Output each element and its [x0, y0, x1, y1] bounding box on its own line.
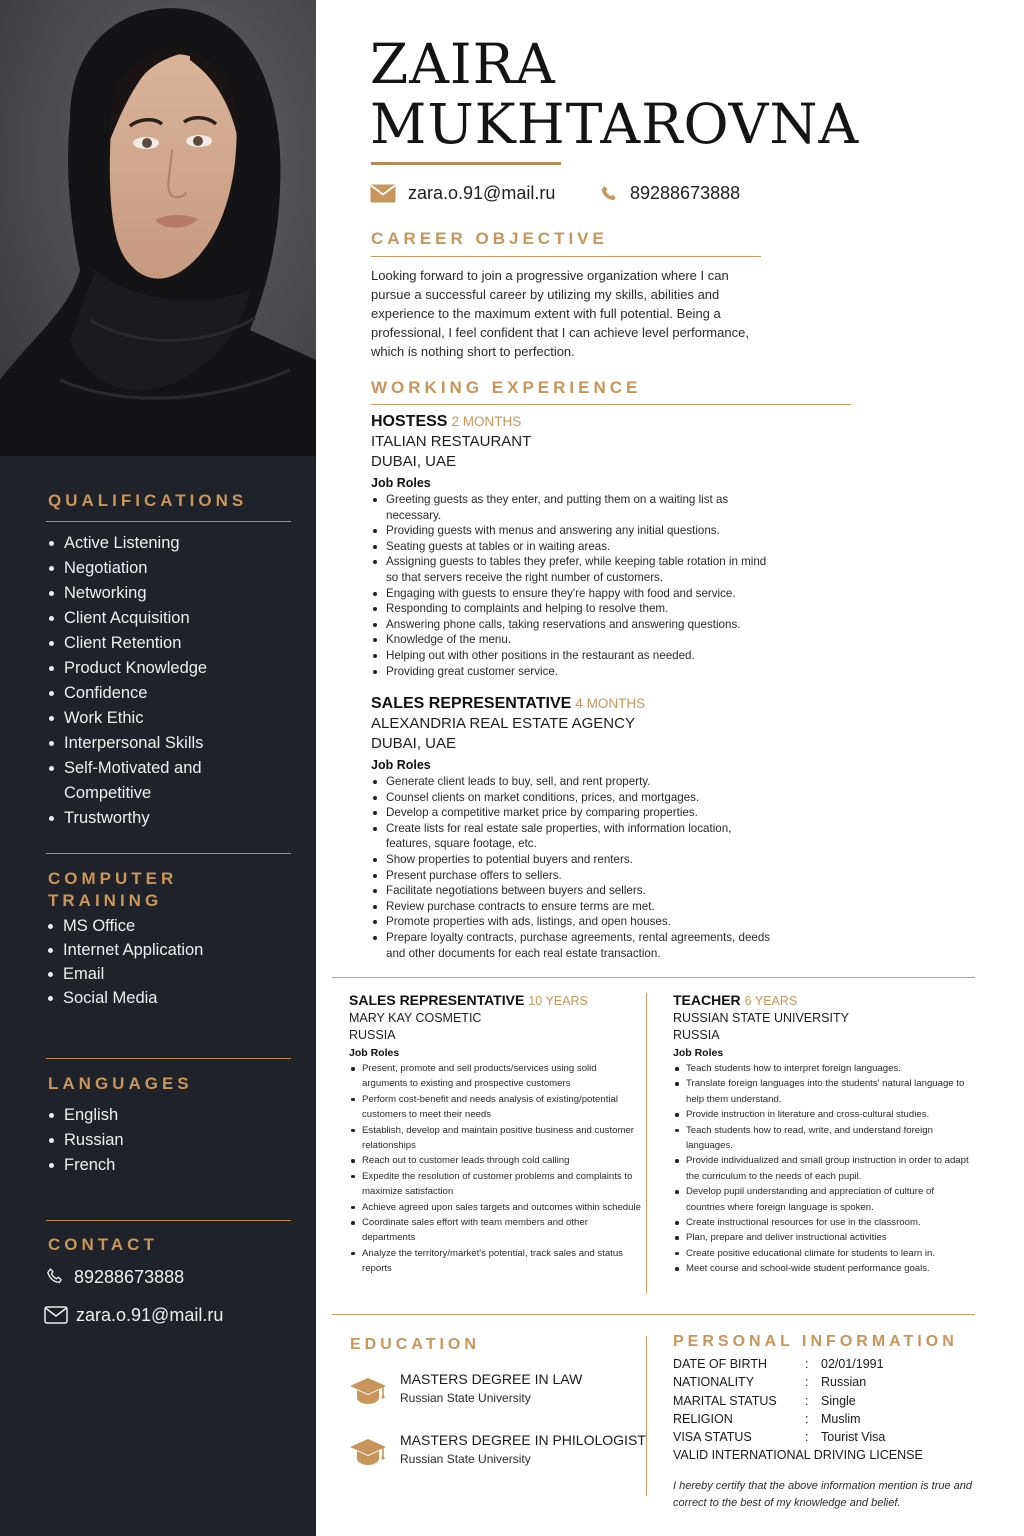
- job-location: DUBAI, UAE: [371, 453, 457, 470]
- list-item: Answering phone calls, taking reservations and answering questions.: [371, 617, 771, 633]
- working-experience-heading: WORKING EXPERIENCE: [371, 378, 642, 397]
- list-item: Prepare loyalty contracts, purchase agreements, rental agreements, deeds and other documents for each real estate transaction.: [371, 930, 771, 961]
- phone-icon: [44, 1266, 66, 1288]
- list-item: Create positive educational climate for students to learn in.: [673, 1246, 973, 1261]
- list-item: Generate client leads to buy, sell, and rent property.: [371, 774, 771, 790]
- info-separator: :: [805, 1430, 809, 1445]
- education-heading: EDUCATION: [350, 1336, 480, 1353]
- experience-divider: [332, 977, 975, 978]
- list-item: Review purchase contracts to ensure terms are met.: [371, 899, 771, 915]
- name-underline: [371, 162, 561, 165]
- section-divider-bottom: [332, 1314, 975, 1315]
- job-location: DUBAI, UAE: [371, 735, 457, 752]
- list-item: Analyze the territory/market's potential, track sales and status reports: [349, 1246, 641, 1277]
- list-item: Seating guests at tables or in waiting areas.: [371, 539, 771, 555]
- languages-divider-top: [46, 1058, 291, 1059]
- driving-license: VALID INTERNATIONAL DRIVING LICENSE: [673, 1448, 923, 1463]
- list-item: Assigning guests to tables they prefer, while keeping table rotation in mind so that servers receive the right number of customers.: [371, 554, 771, 585]
- job-title: SALES REPRESENTATIVE: [371, 695, 572, 712]
- list-item: Trustworthy: [48, 806, 292, 831]
- list-item: Perform cost-benefit and needs analysis of existing/potential customers to meet their needs: [349, 1092, 641, 1123]
- list-item: Product Knowledge: [48, 656, 292, 681]
- list-item: Internet Application: [47, 938, 292, 962]
- job-title-row: [349, 991, 641, 1010]
- job-company: ALEXANDRIA REAL ESTATE AGENCY: [371, 715, 635, 732]
- phone-icon: [600, 184, 618, 204]
- computer-training-heading-line1: COMPUTER: [48, 869, 178, 888]
- list-item: Counsel clients on market conditions, prices, and mortgages.: [371, 790, 771, 806]
- table-row: [673, 1410, 923, 1428]
- education-item-philologist: [348, 1431, 646, 1469]
- list-item: Responding to complaints and helping to resolve them.: [371, 601, 771, 617]
- header-email-text: zara.o.91@mail.ru: [408, 183, 556, 203]
- list-item: Networking: [48, 581, 292, 606]
- list-item: Facilitate negotiations between buyers and sellers.: [371, 883, 771, 899]
- qualifications-list: [48, 531, 292, 831]
- envelope-icon: [44, 1304, 68, 1326]
- list-item: Develop a competitive market price by comparing properties.: [371, 805, 771, 821]
- personal-information-heading: PERSONAL INFORMATION: [673, 1333, 958, 1350]
- last-name: MUKHTAROVNA: [370, 92, 860, 156]
- sidebar: [0, 0, 316, 1536]
- info-separator: :: [805, 1393, 809, 1408]
- info-separator: :: [805, 1357, 809, 1371]
- list-item: Greeting guests as they enter, and putting them on a waiting list as necessary.: [371, 492, 771, 523]
- list-item: Show properties to potential buyers and renters.: [371, 852, 771, 868]
- list-item: Negotiation: [48, 556, 292, 581]
- list-item: Providing guests with menus and answering any initial questions.: [371, 523, 771, 539]
- list-item: Client Acquisition: [48, 606, 292, 631]
- job-title-row: [371, 412, 771, 432]
- info-separator: :: [805, 1411, 809, 1426]
- list-item: Providing great customer service.: [371, 664, 771, 680]
- profile-photo: [0, 0, 316, 456]
- qualifications-heading: QUALIFICATIONS: [48, 491, 248, 510]
- first-name: ZAIRA: [370, 32, 556, 96]
- list-item: Plan, prepare and deliver instructional activities: [673, 1230, 973, 1245]
- table-row: [673, 1392, 923, 1410]
- list-item: Translate foreign languages into the students' natural language to help them understand.: [673, 1076, 973, 1107]
- job-company: MARY KAY COSMETIC: [349, 1011, 482, 1025]
- list-item: Provide instruction in literature and cross-cultural studies.: [673, 1107, 973, 1122]
- working-experience-divider: [371, 404, 851, 405]
- list-item: Teach students how to read, write, and understand foreign languages.: [673, 1123, 973, 1154]
- table-row: [673, 1355, 923, 1373]
- education-item-law: [348, 1370, 582, 1408]
- list-item: Create instructional resources for use in the classroom.: [673, 1215, 973, 1230]
- job-hostess: [371, 412, 771, 679]
- table-row: [673, 1373, 923, 1391]
- list-item: English: [48, 1103, 292, 1128]
- list-item: Confidence: [48, 681, 292, 706]
- education-text: [400, 1370, 582, 1407]
- info-value: 02/01/1991: [821, 1357, 884, 1371]
- list-item: Self-Motivated and Competitive: [48, 756, 218, 806]
- graduation-cap-icon: [348, 1435, 388, 1469]
- list-item: Social Media: [47, 986, 292, 1010]
- languages-heading: LANGUAGES: [48, 1074, 193, 1093]
- info-value: Russian: [821, 1375, 867, 1390]
- list-item: French: [48, 1153, 292, 1178]
- job-company: ITALIAN RESTAURANT: [371, 433, 532, 450]
- job-duration: 4 MONTHS: [575, 696, 646, 711]
- list-item: Present purchase offers to sellers.: [371, 868, 771, 884]
- list-item: Establish, develop and maintain positive business and customer relationships: [349, 1123, 641, 1154]
- career-objective-text: Looking forward to join a progressive organization where I can pursue a successful career by utilizing my skills, abilities and experience to the maximum extent with full potential. Being a professional, I feel confident that I can achieve level performance, which is nothing short to perfection.: [371, 268, 749, 359]
- qualifications-section: [48, 490, 292, 512]
- job-roles-label: Job Roles: [673, 1047, 724, 1059]
- job-sales-real-estate: [371, 694, 771, 961]
- list-item: Email: [47, 962, 292, 986]
- job-roles-list: [349, 1061, 641, 1277]
- job-duration: 10 YEARS: [528, 994, 588, 1008]
- computer-training-heading-line2: TRAINING: [48, 891, 163, 910]
- header-email[interactable]: [370, 183, 555, 204]
- graduation-cap-icon: [348, 1374, 388, 1408]
- job-duration: 2 MONTHS: [451, 414, 522, 429]
- list-item: Create lists for real estate sale properties, with information location, features, square footage, etc.: [371, 821, 771, 852]
- computer-training-list: [47, 914, 292, 1010]
- list-item: Interpersonal Skills: [48, 731, 292, 756]
- info-value: Tourist Visa: [821, 1430, 886, 1445]
- contact-phone[interactable]: [44, 1266, 184, 1288]
- list-item: Engaging with guests to ensure they're happy with food and service.: [371, 586, 771, 602]
- job-roles-label: Job Roles: [371, 476, 431, 490]
- list-item: MS Office: [47, 914, 292, 938]
- list-item: Present, promote and sell products/services using solid arguments to existing and prospective customers: [349, 1061, 641, 1092]
- list-item: Knowledge of the menu.: [371, 632, 771, 648]
- list-item: Reach out to customer leads through cold calling: [349, 1153, 641, 1168]
- list-item: Active Listening: [48, 531, 292, 556]
- header-phone-text: 89288673888: [630, 183, 741, 203]
- contact-phone-text: 89288673888: [74, 1266, 185, 1287]
- envelope-icon: [370, 184, 396, 203]
- contact-email[interactable]: [44, 1304, 223, 1326]
- job-sales-mary-kay: [349, 991, 641, 1277]
- list-item: Achieve agreed upon sales targets and outcomes within schedule: [349, 1200, 641, 1215]
- info-label: RELIGION: [673, 1411, 733, 1426]
- list-item: Work Ethic: [48, 706, 292, 731]
- job-duration: 6 YEARS: [744, 994, 798, 1008]
- header-phone[interactable]: [600, 183, 740, 204]
- job-title-row: [371, 694, 771, 714]
- contact-heading: CONTACT: [48, 1235, 158, 1254]
- languages-list: [48, 1103, 292, 1178]
- job-title: HOSTESS: [371, 413, 448, 430]
- job-location: RUSSIA: [673, 1028, 720, 1042]
- job-location: RUSSIA: [349, 1028, 396, 1042]
- degree: MASTERS DEGREE IN LAW: [400, 1371, 583, 1387]
- job-title: SALES REPRESENTATIVE: [349, 992, 525, 1008]
- info-label: MARITAL STATUS: [673, 1393, 777, 1408]
- degree: MASTERS DEGREE IN PHILOLOGIST: [400, 1432, 646, 1448]
- list-item: Develop pupil understanding and appreciation of culture of countries where foreign language is spoken.: [673, 1184, 973, 1215]
- job-company: RUSSIAN STATE UNIVERSITY: [673, 1011, 849, 1025]
- info-separator: :: [805, 1375, 809, 1390]
- list-item: Teach students how to interpret foreign languages.: [673, 1061, 973, 1076]
- list-item: Coordinate sales effort with team members and other departments: [349, 1215, 641, 1246]
- job-title: TEACHER: [673, 992, 741, 1008]
- portrait-illustration: [0, 0, 316, 456]
- certification-statement: I hereby certify that the above information mention is true and correct to the best of my knowledge and belief.: [673, 1480, 972, 1509]
- career-objective-heading: CAREER OBJECTIVE: [371, 229, 608, 248]
- school: Russian State University: [400, 1391, 531, 1405]
- list-item: Meet course and school-wide student performance goals.: [673, 1261, 973, 1276]
- job-teacher: [673, 991, 973, 1277]
- info-label: VISA STATUS: [673, 1430, 752, 1445]
- job-roles-label: Job Roles: [371, 758, 431, 772]
- info-value: Single: [821, 1393, 856, 1408]
- info-label: NATIONALITY: [673, 1375, 755, 1390]
- career-objective-divider: [371, 256, 761, 257]
- qualifications-list-wrap: [48, 521, 292, 831]
- column-divider: [646, 993, 647, 1293]
- job-roles-label: Job Roles: [349, 1047, 400, 1059]
- personal-information-table: [673, 1355, 923, 1465]
- computer-training-section: [48, 868, 292, 1010]
- list-item: Russian: [48, 1128, 292, 1153]
- contact-email-text: zara.o.91@mail.ru: [76, 1304, 224, 1325]
- job-roles-list: [673, 1061, 973, 1277]
- list-item: Promote properties with ads, listings, and open houses.: [371, 914, 771, 930]
- info-value: Muslim: [821, 1411, 861, 1426]
- contact-divider-top: [46, 1220, 291, 1221]
- info-label: DATE OF BIRTH: [673, 1357, 767, 1371]
- job-roles-list: [371, 774, 771, 961]
- list-item: Helping out with other positions in the restaurant as needed.: [371, 648, 771, 664]
- table-row: [673, 1428, 923, 1446]
- candidate-name: [370, 34, 859, 154]
- job-roles-list: [371, 492, 771, 679]
- school: Russian State University: [400, 1452, 531, 1466]
- list-item: Expedite the resolution of customer problems and complaints to maximize satisfaction: [349, 1169, 641, 1200]
- languages-section: [48, 1073, 292, 1178]
- job-title-row: [673, 991, 973, 1010]
- list-item: Provide individualized and small group instruction in order to adapt the curriculum to the needs of each pupil.: [673, 1153, 973, 1184]
- contact-section: [48, 1234, 292, 1256]
- computer-training-divider-top: [46, 853, 291, 854]
- education-text: [400, 1431, 646, 1468]
- list-item: Client Retention: [48, 631, 292, 656]
- column-divider-bottom: [646, 1336, 647, 1496]
